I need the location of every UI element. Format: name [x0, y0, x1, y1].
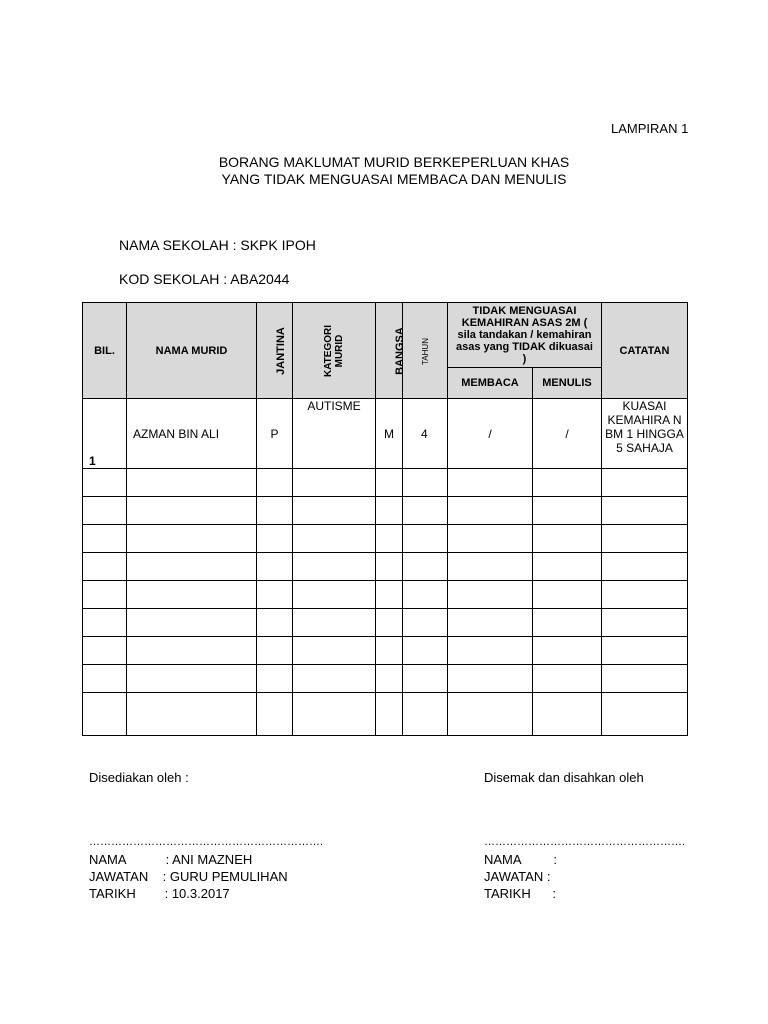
table-row: [83, 497, 688, 525]
header-kategori-cell: [293, 303, 376, 399]
school-code: KOD SEKOLAH : ABA2044: [119, 271, 290, 287]
table-row: [83, 399, 688, 469]
left-jawatan: JAWATAN : GURU PEMULIHAN: [89, 869, 288, 884]
cell-kategori: AUTISME: [293, 399, 376, 469]
header-bangsa: BANGSA: [393, 326, 406, 375]
prepared-by-label: Disediakan oleh :: [89, 770, 189, 785]
table-row: [83, 553, 688, 581]
cell-membaca: /: [448, 399, 533, 469]
table-row: [83, 637, 688, 665]
right-jawatan: JAWATAN :: [484, 869, 551, 884]
right-nama: NAMA :: [484, 852, 557, 867]
left-nama: NAMA : ANI MAZNEH: [89, 852, 253, 867]
header-bangsa-cell: [376, 303, 406, 399]
table-row: [83, 525, 688, 553]
form-title-line2: YANG TIDAK MENGUASAI MEMBACA DAN MENULIS: [221, 171, 567, 187]
student-table: [82, 302, 688, 736]
cell-jantina: P: [257, 399, 293, 469]
header-jantina-cell: [257, 303, 293, 399]
school-name: NAMA SEKOLAH : SKPK IPOH: [119, 237, 316, 253]
header-tidak-menguasai-text: TIDAK MENGUASAI KEMAHIRAN ASAS 2M ( sila tandakan / kemahiran asas yang TIDAK dikuasai ): [456, 305, 593, 365]
cell-bil: 1: [83, 399, 127, 469]
right-tarikh: TARIKH :: [484, 886, 556, 901]
cell-nama: AZMAN BIN ALI: [127, 399, 257, 469]
table-row: [83, 609, 688, 637]
lampiran-label: LAMPIRAN 1: [611, 121, 689, 136]
table-row: [83, 693, 688, 736]
cell-bangsa: M: [376, 399, 403, 469]
left-tarikh: TARIKH : 10.3.2017: [89, 886, 230, 901]
cell-tahun: 4: [403, 399, 448, 469]
header-catatan: CATATAN: [602, 303, 688, 399]
header-membaca: MEMBACA: [448, 368, 533, 399]
header-bil: BIL.: [83, 303, 127, 399]
table-row: [83, 581, 688, 609]
form-title-line1: BORANG MAKLUMAT MURID BERKEPERLUAN KHAS: [218, 154, 570, 170]
header-kategori: KATEGORI MURID: [323, 324, 345, 377]
header-tahun: TAHUN: [420, 337, 430, 365]
signature-line-right: ……………………………………………….: [484, 836, 686, 848]
cell-menulis: /: [533, 399, 602, 469]
checked-by-label: Disemak dan disahkan oleh: [484, 770, 644, 785]
table-row: [83, 469, 688, 497]
table-row: [83, 665, 688, 693]
header-menulis: MENULIS: [533, 368, 602, 399]
header-nama-murid: NAMA MURID: [127, 303, 257, 399]
signature-line-left: ……………………………………………………….: [89, 836, 324, 848]
header-tahun-cell: [403, 303, 448, 399]
header-jantina: JANTINA: [274, 326, 287, 375]
header-tidak-menguasai: [448, 303, 602, 368]
cell-catatan: KUASAI KEMAHIRA N BM 1 HINGGA 5 SAHAJA: [602, 399, 688, 469]
